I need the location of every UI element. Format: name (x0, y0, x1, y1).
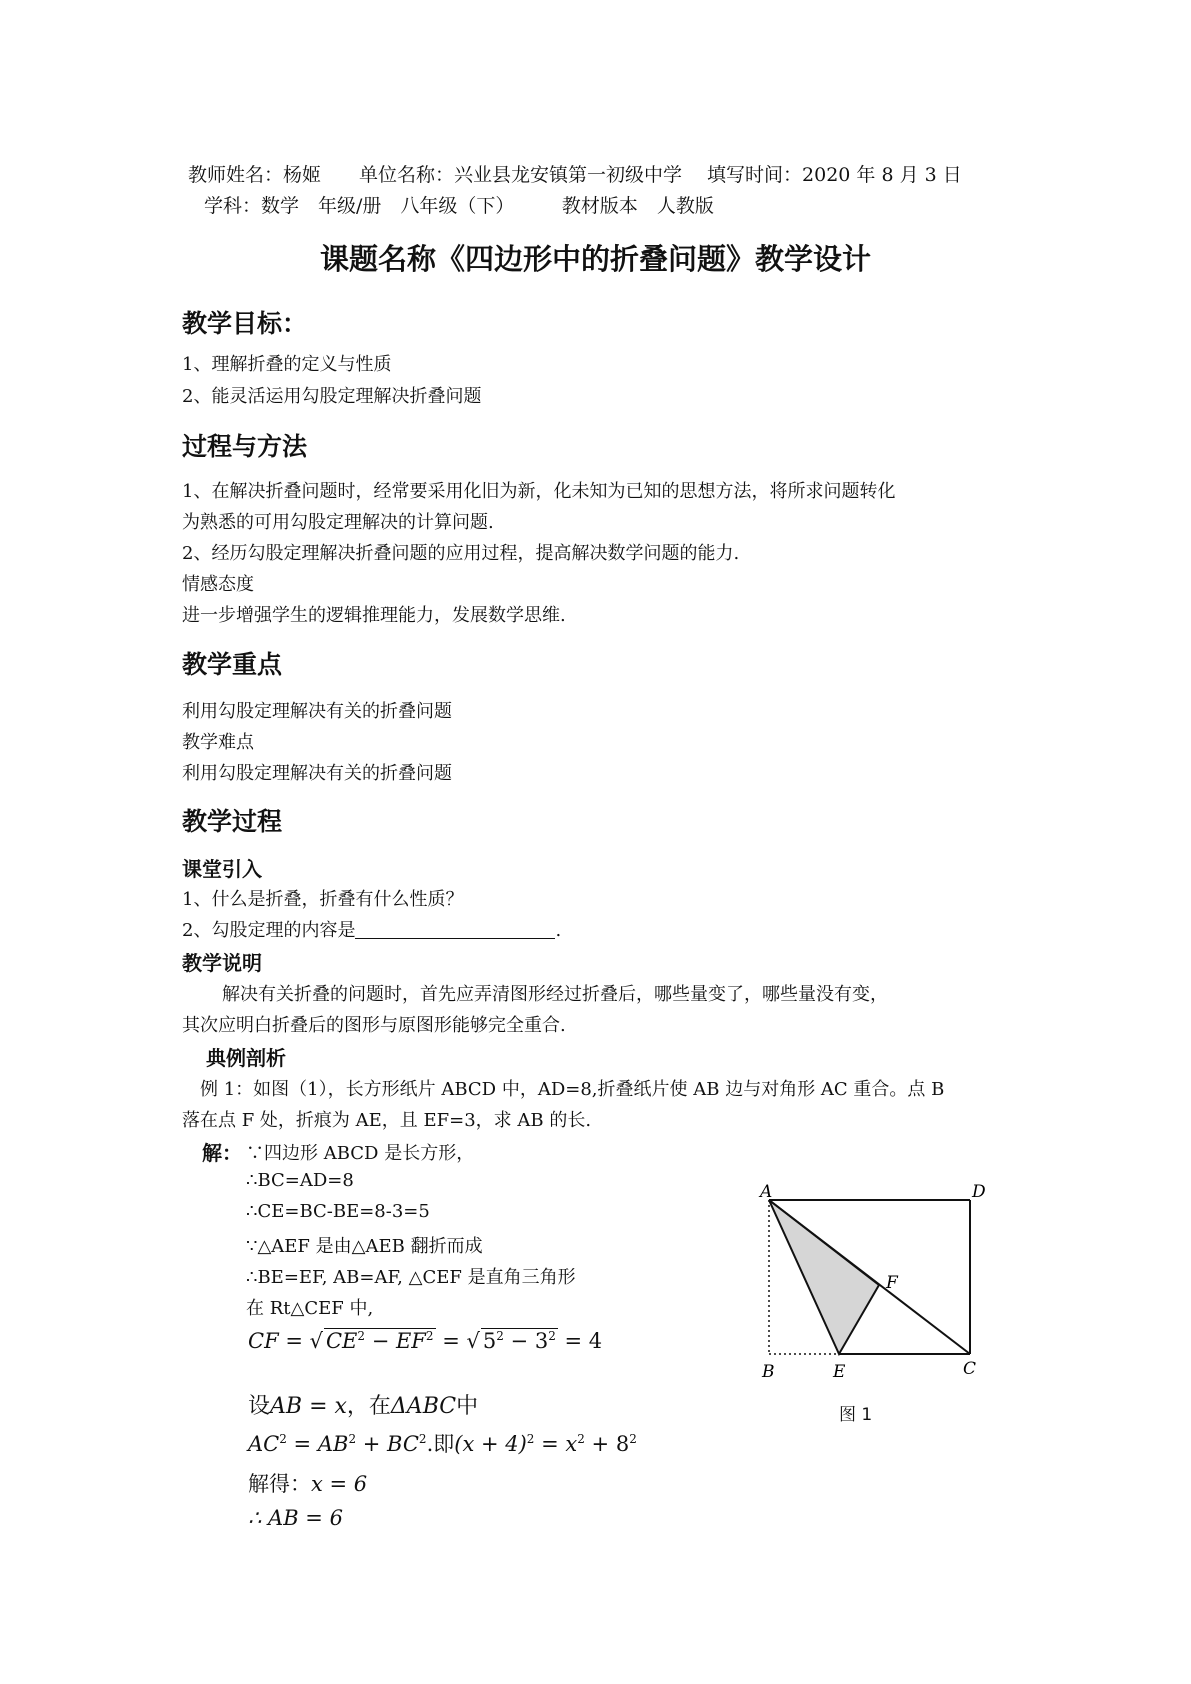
section-heading-goals: 教学目标： (182, 309, 308, 338)
solution-line: ∴CE=BC-BE=8-3=5 (246, 1201, 430, 1222)
goal-item: 1、理解折叠的定义与性质 (182, 354, 392, 375)
paragraph: 落在点 F 处，折痕为 AE，且 EF=3，求 AB 的长. (182, 1110, 592, 1131)
meta-subject-line: 学科：数学 年级/册 八年级（下） 教材版本 人教版 (204, 195, 714, 217)
equation-solve: 解得：x = 6 (248, 1472, 368, 1496)
subheading-example: 典例剖析 (206, 1046, 286, 1070)
solution-label: 解： (202, 1141, 242, 1165)
label-c: C (963, 1359, 977, 1379)
fill-blank (355, 920, 555, 939)
question-text: 2、勾股定理的内容是 (182, 920, 356, 941)
label-emotion: 情感态度 (182, 574, 254, 595)
subheading-intro: 课堂引入 (182, 857, 262, 881)
paragraph: 例 1：如图（1），长方形纸片 ABCD 中，AD=8,折叠纸片使 AB 边与对角形 AC 重合。点 B (200, 1079, 945, 1100)
figure-rectangle-fold (740, 1175, 1000, 1405)
paragraph: 进一步增强学生的逻辑推理能力，发展数学思维. (182, 605, 566, 626)
paragraph: 为熟悉的可用勾股定理解决的计算问题. (182, 512, 494, 533)
paragraph: 利用勾股定理解决有关的折叠问题 (182, 701, 452, 722)
label-e: E (833, 1362, 846, 1382)
solution-line: ∵四边形 ABCD 是长方形， (246, 1143, 475, 1164)
paragraph: 1、在解决折叠问题时，经常要采用化旧为新，化未知为已知的思想方法，将所求问题转化 (182, 481, 896, 502)
figure-caption: 图 1 (839, 1405, 873, 1425)
question-item (182, 916, 561, 942)
solution-line: ∴BE=EF, AB=AF, △CEF 是直角三角形 (246, 1267, 576, 1288)
question-item: 1、什么是折叠，折叠有什么性质？ (182, 889, 464, 910)
label-b: B (762, 1362, 775, 1382)
question-end: . (555, 920, 562, 941)
paragraph: 其次应明白折叠后的图形与原图形能够完全重合. (182, 1015, 566, 1036)
equation-conclusion: ∴ AB = 6 (248, 1506, 343, 1530)
subheading-explain: 教学说明 (182, 951, 262, 975)
paragraph: 利用勾股定理解决有关的折叠问题 (182, 763, 452, 784)
label-difficulty: 教学难点 (182, 732, 254, 753)
equation-cf: CF = √ $CE^2 - EF^2$ = √ $5^2 - 3^2 = 4$ (248, 1329, 603, 1353)
label-a: A (760, 1182, 773, 1202)
label-d: D (972, 1182, 986, 1202)
paragraph: 解决有关折叠的问题时，首先应弄清图形经过折叠后，哪些量变了，哪些量没有变， (222, 984, 888, 1005)
diagonal-ac (769, 1200, 970, 1354)
solution-line: 在 Rt△CEF 中, (246, 1298, 374, 1319)
equation-set: 设AB = x，在ΔABC中 (248, 1394, 479, 1419)
page-title: 课题名称《四边形中的折叠问题》教学设计 (319, 242, 871, 276)
section-heading-key-points: 教学重点 (182, 650, 283, 679)
goal-item: 2、能灵活运用勾股定理解决折叠问题 (182, 386, 482, 407)
section-heading-process-method: 过程与方法 (182, 432, 308, 461)
solution-line: ∵△AEF 是由△AEB 翻折而成 (246, 1236, 483, 1257)
meta-teacher-line: 教师姓名：杨姬 单位名称：兴业县龙安镇第一初级中学 填写时间：2020 年 8 月 3 日 (188, 164, 962, 186)
section-heading-teaching-process: 教学过程 (182, 807, 283, 836)
folded-triangle-aef (769, 1200, 879, 1354)
label-f: F (886, 1273, 898, 1293)
paragraph: 2、经历勾股定理解决折叠问题的应用过程，提高解决数学问题的能力. (182, 543, 740, 564)
solution-line: ∴BC=AD=8 (246, 1170, 354, 1191)
equation-pythagoras: $AC^2 = AB^2 + BC^2$.即$(x + 4)^2 = x^2 + 8^2$ (248, 1432, 637, 1456)
